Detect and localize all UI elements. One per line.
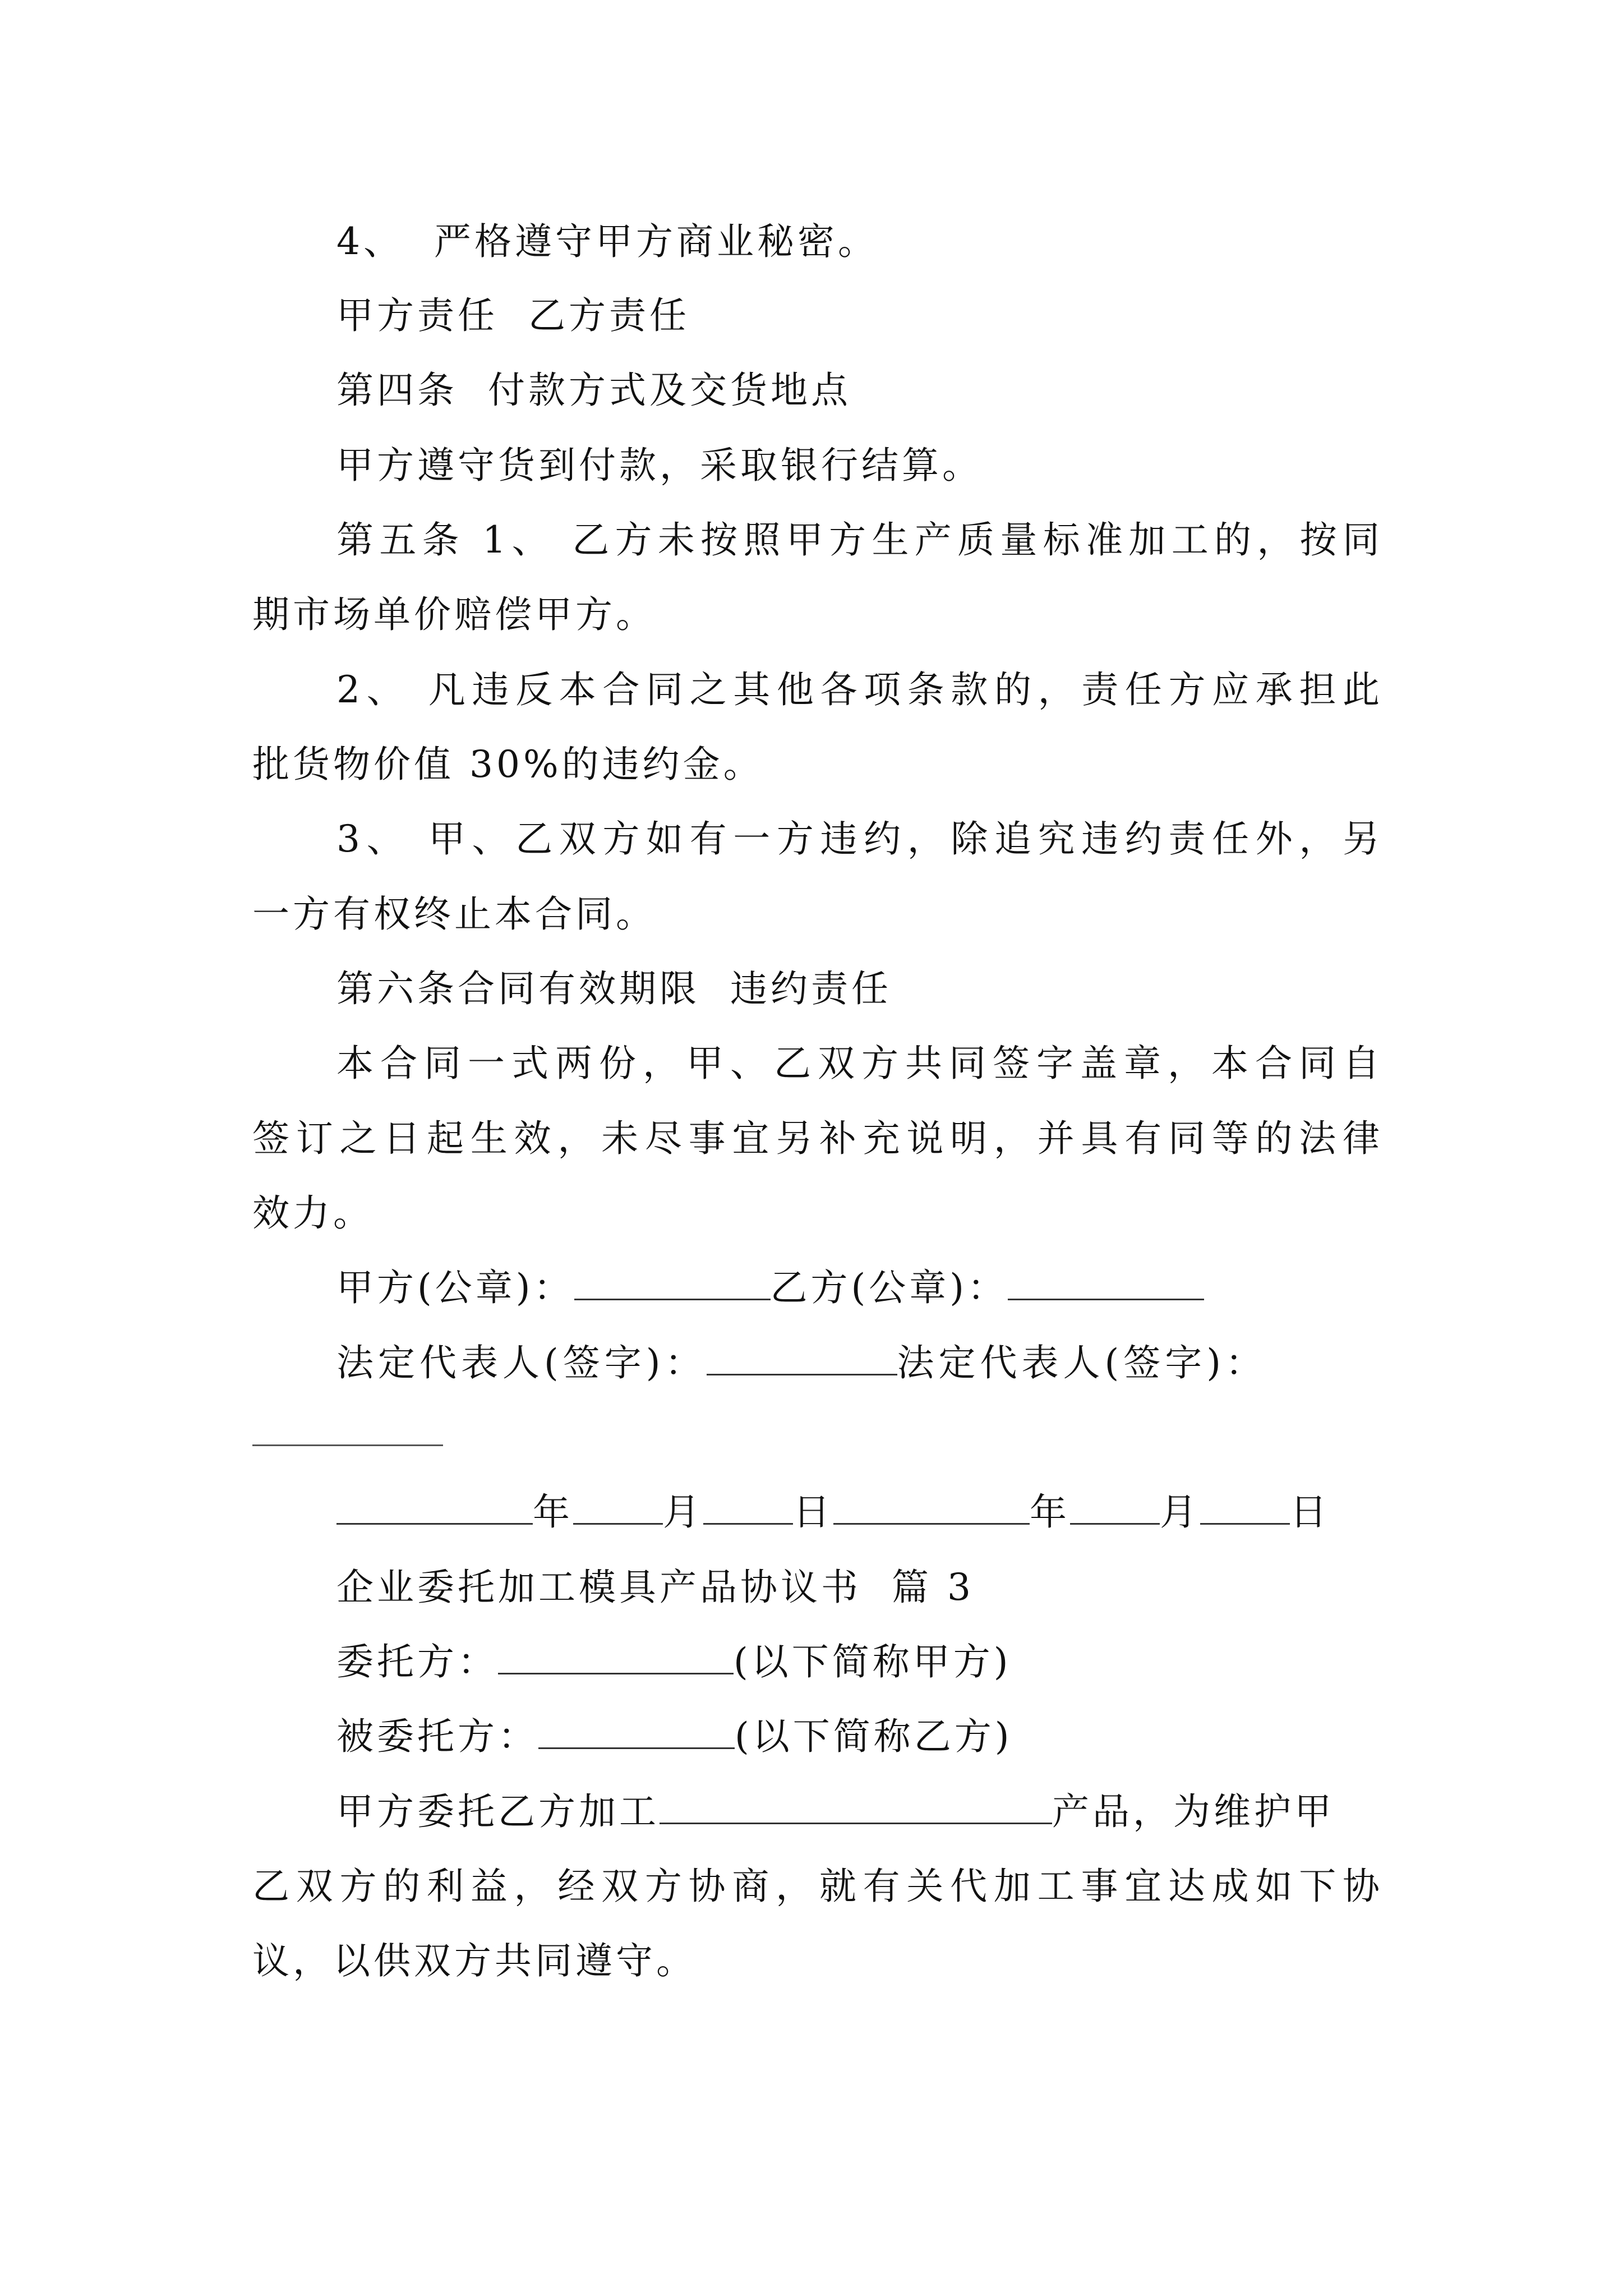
date-month-blank-b[interactable] [1070, 1494, 1160, 1525]
clause-4-confidentiality: 4、 严格遵守甲方商业秘密。 [336, 220, 878, 263]
payment-method-text: 甲方遵守货到付款，采取银行结算。 [336, 444, 983, 487]
validity-text-3: 效力。 [252, 1191, 374, 1235]
entrusted-party-note: (以下简称乙方) [735, 1715, 1013, 1758]
responsibility-heading: 甲方责任 乙方责任 [336, 294, 690, 337]
month-label-b: 月 [1160, 1490, 1200, 1534]
date-month-blank-a[interactable] [573, 1494, 663, 1525]
entrusted-party-blank[interactable] [538, 1718, 735, 1749]
product-name-blank[interactable] [660, 1793, 1052, 1824]
agreement-intro-1: 乙双方的利益，经双方协商，就有关代加工事宜达成如下协 [252, 1865, 1380, 1908]
party-a-rep-label: 法定代表人(签字)： [336, 1341, 707, 1384]
date-year-blank-b[interactable] [833, 1494, 1030, 1525]
date-line [336, 1490, 1330, 1534]
year-label-b: 年 [1030, 1490, 1070, 1534]
article-5-item-3: 3、 甲、乙双方如有一方违约，除追究违约责任外，另 [336, 817, 1380, 861]
day-label-a: 日 [793, 1490, 833, 1534]
agreement-title: 企业委托加工模具产品协议书 篇 3 [336, 1566, 974, 1609]
entrusting-party-blank[interactable] [498, 1644, 734, 1674]
party-a-seal-label: 甲方(公章)： [336, 1266, 574, 1309]
validity-text-2: 签订之日起生效，未尽事宜另补充说明，并具有同等的法律 [252, 1117, 1380, 1160]
article-5-item-3-cont: 一方有权终止本合同。 [252, 892, 656, 936]
entrusting-party-label: 委托方： [336, 1640, 498, 1683]
article-4-heading: 第四条 付款方式及交货地点 [336, 369, 851, 412]
entrusting-party-line [336, 1640, 1012, 1683]
entrusted-party-line [336, 1715, 1013, 1758]
validity-text-1: 本合同一式两份，甲、乙双方共同签字盖章，本合同自 [336, 1042, 1380, 1085]
date-day-blank-a[interactable] [703, 1494, 793, 1525]
article-5-item-2-cont: 批货物价值 30%的违约金。 [252, 743, 764, 786]
date-year-blank-a[interactable] [336, 1494, 533, 1525]
date-day-blank-b[interactable] [1200, 1494, 1290, 1525]
year-label-a: 年 [533, 1490, 573, 1534]
legal-rep-line [336, 1341, 1267, 1384]
party-b-seal-blank[interactable] [1008, 1269, 1204, 1300]
entrust-product-suffix: 产品，为维护甲 [1052, 1790, 1335, 1833]
month-label-a: 月 [663, 1490, 703, 1534]
article-5-item-2: 2、 凡违反本合同之其他各项条款的，责任方应承担此 [336, 668, 1380, 711]
article-5-item-1: 第五条 1、 乙方未按照甲方生产质量标准加工的，按同 [336, 518, 1380, 562]
article-6-heading: 第六条合同有效期限 违约责任 [336, 967, 892, 1010]
entrust-product-prefix: 甲方委托乙方加工 [336, 1790, 660, 1833]
party-seal-line [336, 1266, 1204, 1309]
entrusting-party-note: (以下简称甲方) [734, 1640, 1012, 1683]
entrust-product-line [336, 1790, 1335, 1833]
entrusted-party-label: 被委托方： [336, 1715, 538, 1758]
day-label-b: 日 [1290, 1490, 1330, 1534]
party-a-rep-blank[interactable] [707, 1345, 897, 1375]
party-b-seal-label: 乙方(公章)： [770, 1266, 1008, 1309]
party-a-seal-blank[interactable] [574, 1269, 771, 1300]
article-5-item-1-cont: 期市场单价赔偿甲方。 [252, 593, 656, 636]
agreement-intro-2: 议，以供双方共同遵守。 [252, 1939, 697, 1982]
party-b-rep-blank[interactable] [252, 1444, 443, 1446]
party-b-rep-label: 法定代表人(签字)： [897, 1341, 1267, 1384]
